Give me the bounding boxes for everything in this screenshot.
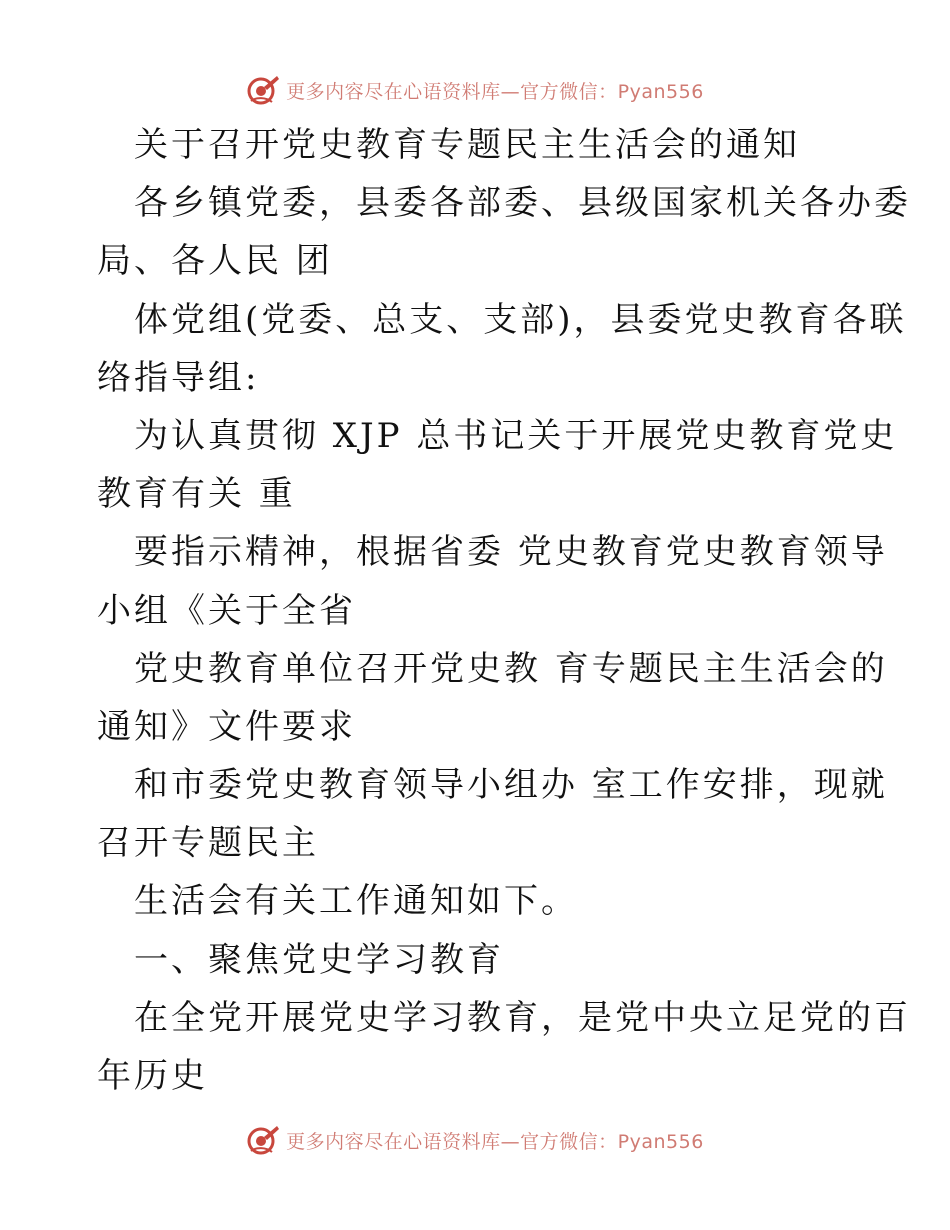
text-line: 要指示精神，根据省委 党史教育党史教育领导	[134, 532, 888, 573]
text-line: 党史教育单位召开党史教 育专题民主生活会的	[134, 648, 888, 689]
text-line: 和市委党史教育领导小组办 室工作安排，现就	[134, 765, 888, 806]
text-line: 在全党开展党史学习教育，是党中央立足党的百	[134, 997, 911, 1038]
brand-logo-icon	[246, 1123, 280, 1157]
text-line: 局、各人民 团	[97, 241, 333, 282]
footer-watermark-banner	[0, 1120, 950, 1160]
brand-logo-icon	[246, 73, 280, 107]
text-line: 教育有关 重	[97, 474, 296, 515]
watermark-text: 更多内容尽在心语资料库—官方微信：Pyan556	[286, 80, 704, 103]
text-line: 小组《关于全省	[97, 590, 356, 631]
text-line: 络指导组:	[97, 357, 260, 398]
text-line: 体党组(党委、总支、支部)，县委党史教育各联	[134, 299, 907, 340]
watermark-text: 更多内容尽在心语资料库—官方微信：Pyan556	[286, 1130, 704, 1153]
header-watermark-banner	[0, 70, 950, 110]
text-line: 召开专题民主	[97, 823, 319, 864]
text-line: 关于召开党史教育专题民主生活会的通知	[134, 125, 800, 165]
text-line: 一、聚焦党史学习教育	[134, 939, 504, 980]
text-line: 各乡镇党委，县委各部委、县级国家机关各办委	[134, 183, 911, 224]
text-line: 为认真贯彻 XJP 总书记关于开展党史教育党史	[134, 415, 898, 456]
document-body	[97, 116, 911, 1105]
text-line: 年历史	[97, 1056, 208, 1096]
text-line: 生活会有关工作通知如下。	[134, 881, 578, 922]
text-line: 通知》文件要求	[97, 706, 356, 747]
